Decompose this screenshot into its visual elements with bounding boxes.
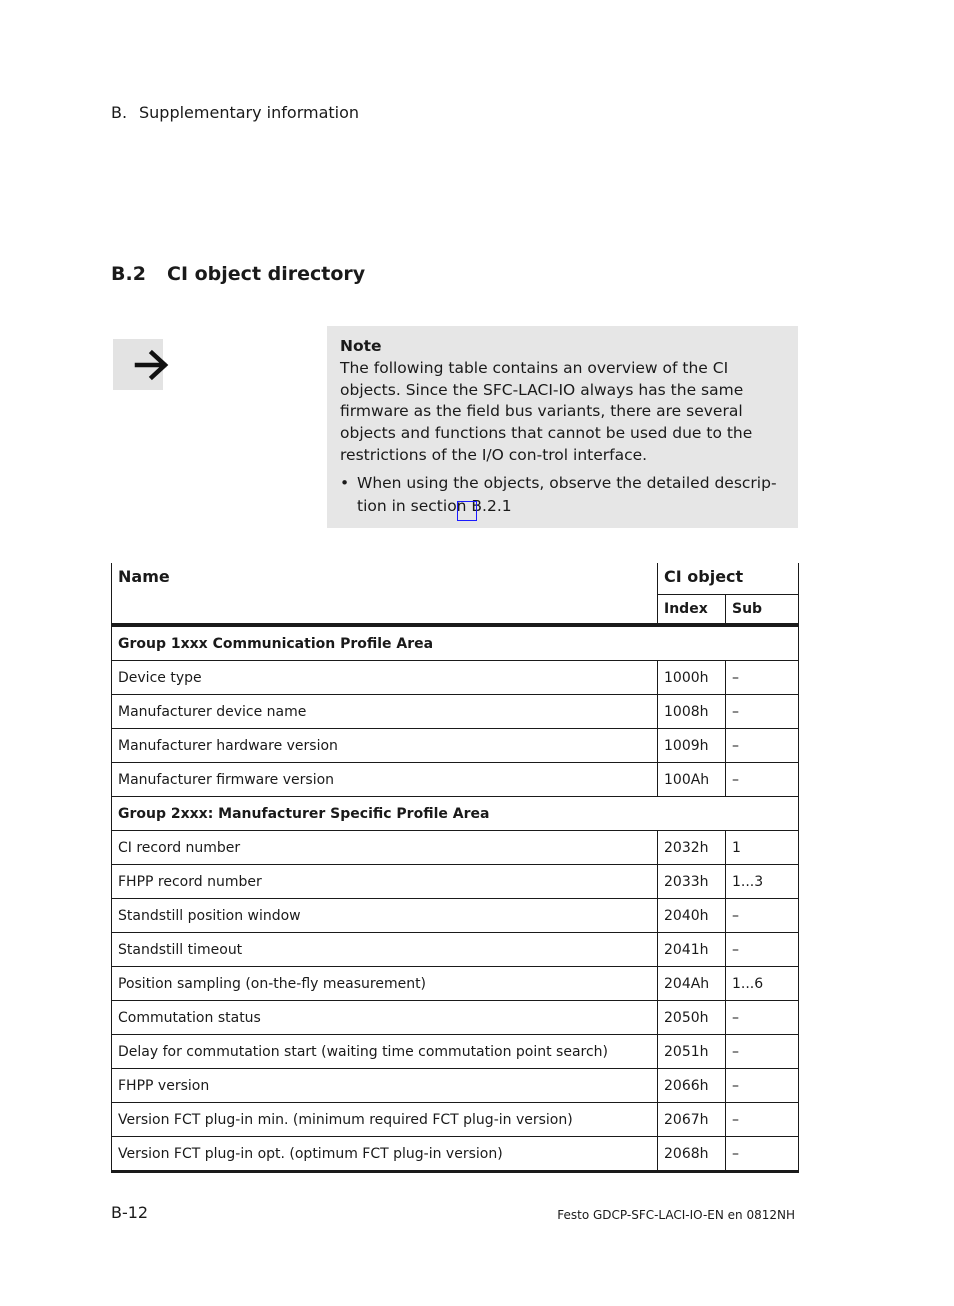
section-heading xyxy=(111,263,365,285)
note-bullet xyxy=(340,472,788,518)
note-text: The following table contains an overview of the CI objects. Since the SFC-LACI-IO always has the same firmware as the field bus variants, there are several objects and functions that cannot be used due to the restrictions of the I/O con-trol interface. xyxy=(340,358,753,464)
cell-sub: – xyxy=(726,661,799,695)
cell-name: FHPP record number xyxy=(112,865,658,899)
cell-sub: – xyxy=(726,899,799,933)
cell-sub: 1...6 xyxy=(726,967,799,1001)
cell-index: 2067h xyxy=(658,1103,726,1137)
cell-index: 100Ah xyxy=(658,763,726,797)
cell-index: 2041h xyxy=(658,933,726,967)
cell-name: Position sampling (on-the-fly measurement) xyxy=(112,967,658,1001)
cell-sub: 1...3 xyxy=(726,865,799,899)
cell-index: 2032h xyxy=(658,831,726,865)
cell-sub: – xyxy=(726,1103,799,1137)
cell-name: Commutation status xyxy=(112,1001,658,1035)
cell-index: 204Ah xyxy=(658,967,726,1001)
bullet-dot: • xyxy=(340,473,350,492)
cell-sub: – xyxy=(726,729,799,763)
cell-name: Version FCT plug-in min. (minimum required FCT plug-in version) xyxy=(112,1103,658,1137)
cell-index: 1000h xyxy=(658,661,726,695)
running-header-number: B. xyxy=(111,103,128,122)
cell-name: Manufacturer hardware version xyxy=(112,729,658,763)
table-row xyxy=(112,1001,799,1035)
cell-name: Version FCT plug-in opt. (optimum FCT plug-in version) xyxy=(112,1137,658,1172)
cell-name: Delay for commutation start (waiting time commutation point search) xyxy=(112,1035,658,1069)
cell-sub: – xyxy=(726,763,799,797)
cell-name: Manufacturer firmware version xyxy=(112,763,658,797)
cross-reference-link[interactable] xyxy=(457,501,477,521)
cell-index: 2050h xyxy=(658,1001,726,1035)
document-id: Festo GDCP-SFC-LACI-IO-EN en 0812NH xyxy=(557,1208,795,1222)
column-header-sub: Sub xyxy=(726,594,799,625)
arrow-right-icon xyxy=(133,345,171,385)
note-bullet-text: When using the objects, observe the detailed descrip-tion in section B.2.1 xyxy=(357,473,777,515)
cell-sub: – xyxy=(726,695,799,729)
table-body xyxy=(112,625,799,1172)
note-title: Note xyxy=(340,337,382,355)
table-group-row xyxy=(112,625,799,661)
note-icon-box xyxy=(113,339,163,390)
table-row xyxy=(112,899,799,933)
cell-index: 2033h xyxy=(658,865,726,899)
cell-index: 1009h xyxy=(658,729,726,763)
cell-sub: – xyxy=(726,1001,799,1035)
section-title: CI object directory xyxy=(167,263,366,285)
table-row xyxy=(112,967,799,1001)
table-row xyxy=(112,695,799,729)
table-row xyxy=(112,1137,799,1172)
cell-name: Manufacturer device name xyxy=(112,695,658,729)
table-row xyxy=(112,933,799,967)
table-row xyxy=(112,661,799,695)
group-label: Group 1xxx Communication Profile Area xyxy=(112,625,799,661)
table-row xyxy=(112,1103,799,1137)
cell-index: 2066h xyxy=(658,1069,726,1103)
table-group-row xyxy=(112,797,799,831)
table-row xyxy=(112,865,799,899)
cell-name: Device type xyxy=(112,661,658,695)
cell-name: CI record number xyxy=(112,831,658,865)
cell-name: Standstill position window xyxy=(112,899,658,933)
running-header-title: Supplementary information xyxy=(139,103,360,122)
table-row xyxy=(112,1035,799,1069)
cell-index: 2051h xyxy=(658,1035,726,1069)
table-row xyxy=(112,1069,799,1103)
table-row xyxy=(112,763,799,797)
cell-sub: – xyxy=(726,1035,799,1069)
cell-sub: 1 xyxy=(726,831,799,865)
cell-sub: – xyxy=(726,933,799,967)
page-number: B-12 xyxy=(111,1203,149,1222)
running-header xyxy=(111,103,359,122)
cell-index: 2040h xyxy=(658,899,726,933)
cell-index: 2068h xyxy=(658,1137,726,1172)
cell-name: FHPP version xyxy=(112,1069,658,1103)
cell-index: 1008h xyxy=(658,695,726,729)
group-label: Group 2xxx: Manufacturer Specific Profile Area xyxy=(112,797,799,831)
note-box xyxy=(327,326,798,528)
table-row xyxy=(112,729,799,763)
cell-sub: – xyxy=(726,1137,799,1172)
cell-name: Standstill timeout xyxy=(112,933,658,967)
table-row xyxy=(112,831,799,865)
ci-object-table xyxy=(111,563,799,1173)
column-header-name: Name xyxy=(112,563,658,625)
cell-sub: – xyxy=(726,1069,799,1103)
column-header-index: Index xyxy=(658,594,726,625)
column-header-ci-object: CI object xyxy=(658,563,799,594)
section-number: B.2 xyxy=(111,263,146,285)
